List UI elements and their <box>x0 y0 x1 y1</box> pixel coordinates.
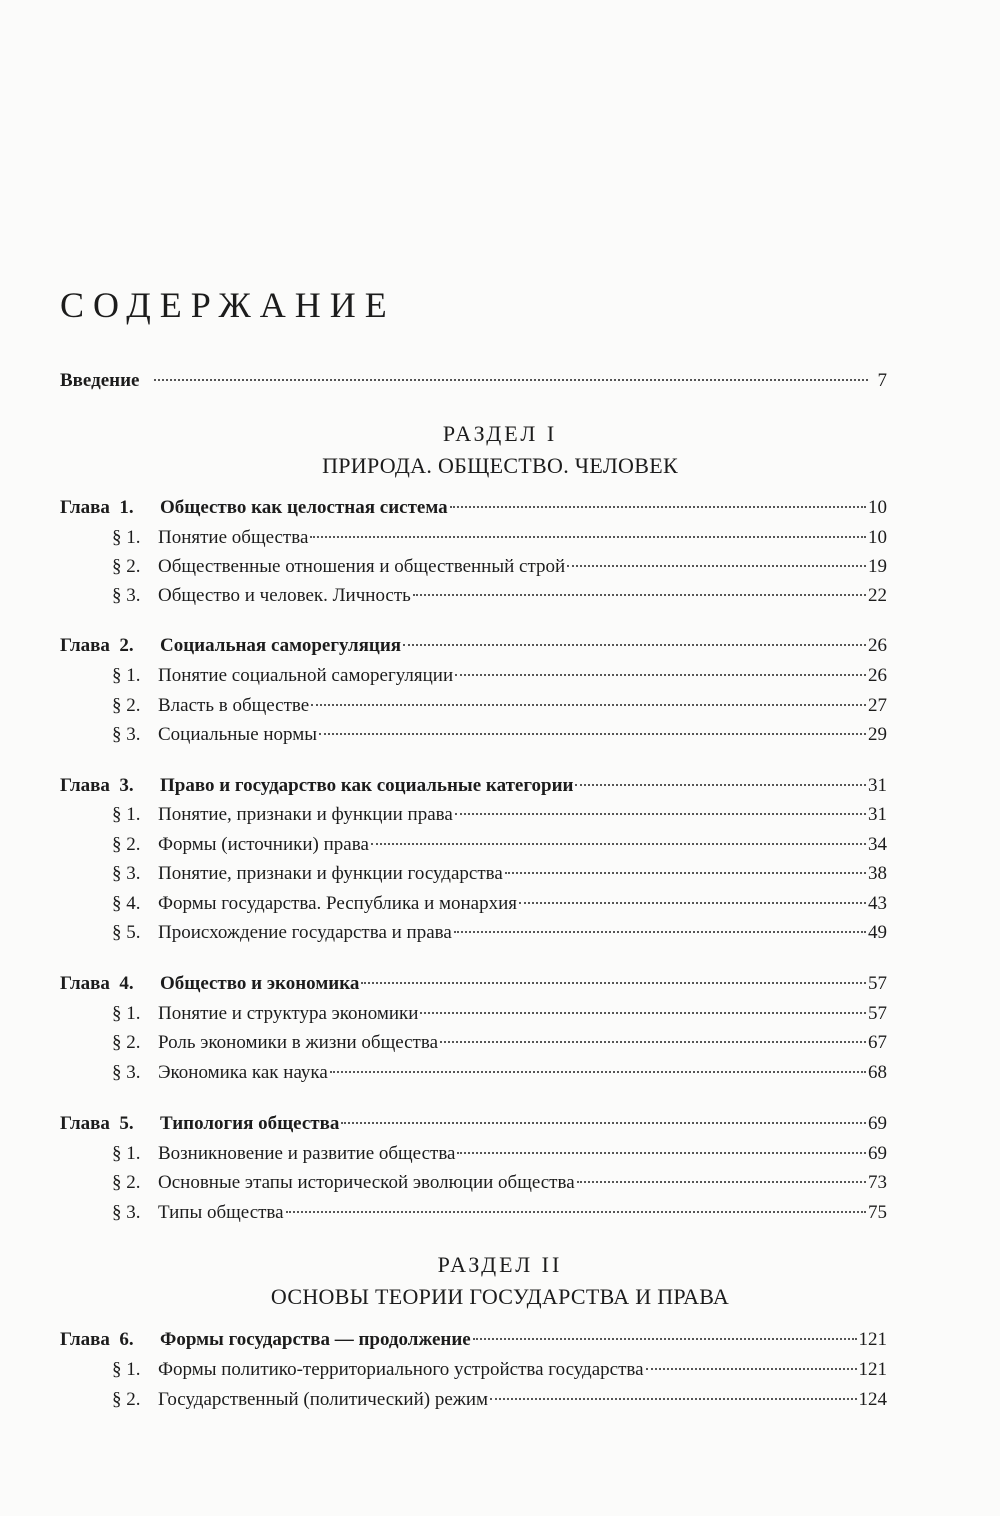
dot-leader <box>575 784 866 786</box>
dot-leader <box>319 733 866 735</box>
toc-paragraph <box>60 661 887 691</box>
dot-leader <box>154 379 868 381</box>
paragraph-number: § 3. <box>112 724 141 745</box>
section-heading <box>0 419 1000 483</box>
chapter-label: Глава <box>60 1113 110 1134</box>
toc-paragraph <box>60 889 887 919</box>
dot-leader <box>310 536 866 538</box>
dot-leader <box>519 902 866 904</box>
dot-leader <box>473 1338 857 1340</box>
paragraph-number: § 1. <box>112 804 141 825</box>
paragraph-page: 57 <box>868 1003 887 1024</box>
toc-paragraph <box>60 552 887 582</box>
dot-leader <box>403 644 866 646</box>
paragraph-title: Понятие, признаки и функции права <box>158 804 453 825</box>
section-name: ОСНОВЫ ТЕОРИИ ГОСУДАРСТВА И ПРАВА <box>270 1284 730 1309</box>
entry-title: Введение <box>60 370 140 391</box>
chapter-label: Глава <box>60 497 110 518</box>
toc-paragraph <box>60 1198 887 1228</box>
paragraph-title: Понятие общества <box>158 527 309 548</box>
dot-leader <box>450 506 866 508</box>
dot-leader <box>457 1152 866 1154</box>
paragraph-title: Формы политико-территориального устройства государства <box>158 1359 644 1380</box>
chapter-title: Право и государство как социальные категории <box>160 775 574 796</box>
toc-chapter <box>60 1109 887 1139</box>
toc-paragraph <box>60 581 887 611</box>
chapter-page: 121 <box>858 1329 887 1350</box>
chapter-page: 26 <box>868 635 887 656</box>
toc-chapter <box>60 1325 887 1355</box>
chapter-number: 5. <box>119 1113 134 1134</box>
entry-page: 7 <box>877 370 887 391</box>
chapter-number: 4. <box>119 973 134 994</box>
toc-paragraph <box>60 1168 887 1198</box>
paragraph-page: 49 <box>868 922 887 943</box>
chapter-label: Глава <box>60 635 110 656</box>
chapter-title: Формы государства — продолжение <box>160 1329 471 1350</box>
paragraph-number: § 3. <box>112 863 141 884</box>
paragraph-page: 43 <box>868 893 887 914</box>
dot-leader <box>286 1211 866 1213</box>
paragraph-number: § 3. <box>112 1202 141 1223</box>
paragraph-title: Типы общества <box>158 1202 284 1223</box>
paragraph-page: 31 <box>868 804 887 825</box>
paragraph-title: Понятие, признаки и функции государства <box>158 863 503 884</box>
toc-paragraph <box>60 859 887 889</box>
dot-leader <box>454 931 866 933</box>
paragraph-page: 27 <box>868 695 887 716</box>
paragraph-title: Общество и человек. Личность <box>158 585 411 606</box>
chapter-page: 57 <box>868 973 887 994</box>
toc-paragraph <box>60 1355 887 1385</box>
toc-paragraph <box>60 691 887 721</box>
toc-paragraph <box>60 800 887 830</box>
paragraph-title: Государственный (политический) режим <box>158 1389 489 1410</box>
paragraph-number: § 3. <box>112 1062 141 1083</box>
paragraph-title: Формы (источники) права <box>158 834 369 855</box>
dot-leader <box>440 1041 866 1043</box>
chapter-page: 10 <box>868 497 887 518</box>
toc-paragraph <box>60 720 887 750</box>
paragraph-number: § 5. <box>112 922 141 943</box>
paragraph-page: 73 <box>868 1172 887 1193</box>
chapter-number: 3. <box>119 775 134 796</box>
chapter-number: 1. <box>119 497 134 518</box>
paragraph-number: § 3. <box>112 585 141 606</box>
paragraph-number: § 2. <box>112 834 141 855</box>
paragraph-number: § 2. <box>112 1172 141 1193</box>
chapter-title: Типология общества <box>160 1113 340 1134</box>
toc-chapter <box>60 631 887 661</box>
chapter-label: Глава <box>60 775 110 796</box>
paragraph-number: § 1. <box>112 1143 141 1164</box>
paragraph-page: 26 <box>868 665 887 686</box>
chapter-page: 69 <box>868 1113 887 1134</box>
section-heading <box>0 1250 1000 1314</box>
paragraph-number: § 1. <box>112 665 141 686</box>
paragraph-title: Понятие и структура экономики <box>158 1003 419 1024</box>
dot-leader <box>413 594 866 596</box>
dot-leader <box>490 1398 856 1400</box>
paragraph-title: Социальные нормы <box>158 724 318 745</box>
toc-chapter <box>60 493 887 523</box>
section-number: РАЗДЕЛ I <box>442 421 558 446</box>
paragraph-page: 67 <box>868 1032 887 1053</box>
paragraph-title: Понятие социальной саморегуляции <box>158 665 454 686</box>
paragraph-page: 22 <box>868 585 887 606</box>
dot-leader <box>455 813 866 815</box>
toc-paragraph <box>60 1385 887 1415</box>
paragraph-title: Власть в обществе <box>158 695 310 716</box>
dot-leader <box>371 843 866 845</box>
paragraph-title: Экономика как наука <box>158 1062 328 1083</box>
paragraph-number: § 2. <box>112 1032 141 1053</box>
paragraph-title: Основные этапы исторической эволюции общества <box>158 1172 575 1193</box>
dot-leader <box>505 872 866 874</box>
toc-paragraph <box>60 918 887 948</box>
dot-leader <box>455 674 866 676</box>
section-name: ПРИРОДА. ОБЩЕСТВО. ЧЕЛОВЕК <box>322 453 678 478</box>
paragraph-page: 69 <box>868 1143 887 1164</box>
paragraph-page: 19 <box>868 556 887 577</box>
paragraph-number: § 1. <box>112 1003 141 1024</box>
chapter-title: Общество и экономика <box>160 973 360 994</box>
toc-entry-intro <box>60 366 887 396</box>
chapter-title: Общество как целостная система <box>160 497 448 518</box>
chapter-page: 31 <box>868 775 887 796</box>
chapter-label: Глава <box>60 1329 110 1350</box>
toc-paragraph <box>60 1139 887 1169</box>
dot-leader <box>330 1071 866 1073</box>
paragraph-title: Роль экономики в жизни общества <box>158 1032 439 1053</box>
chapter-label: Глава <box>60 973 110 994</box>
paragraph-page: 38 <box>868 863 887 884</box>
toc-chapter <box>60 969 887 999</box>
paragraph-page: 34 <box>868 834 887 855</box>
paragraph-number: § 4. <box>112 893 141 914</box>
paragraph-number: § 2. <box>112 556 141 577</box>
paragraph-title: Формы государства. Республика и монархия <box>158 893 518 914</box>
paragraph-page: 121 <box>858 1359 887 1380</box>
paragraph-page: 124 <box>858 1389 887 1410</box>
chapter-number: 2. <box>119 635 134 656</box>
dot-leader <box>311 704 866 706</box>
toc-paragraph <box>60 1058 887 1088</box>
dot-leader <box>567 565 866 567</box>
paragraph-number: § 2. <box>112 695 141 716</box>
paragraph-title: Общественные отношения и общественный строй <box>158 556 566 577</box>
paragraph-title: Возникновение и развитие общества <box>158 1143 456 1164</box>
toc-paragraph <box>60 999 887 1029</box>
paragraph-number: § 2. <box>112 1389 141 1410</box>
toc-paragraph <box>60 830 887 860</box>
paragraph-page: 10 <box>868 527 887 548</box>
dot-leader <box>361 982 866 984</box>
dot-leader <box>646 1368 857 1370</box>
dot-leader <box>420 1012 866 1014</box>
toc-paragraph <box>60 523 887 553</box>
toc-chapter <box>60 771 887 801</box>
paragraph-page: 68 <box>868 1062 887 1083</box>
paragraph-number: § 1. <box>112 1359 141 1380</box>
dot-leader <box>577 1181 866 1183</box>
page-title: СОДЕРЖАНИЕ <box>60 285 396 325</box>
toc-paragraph <box>60 1028 887 1058</box>
chapter-title: Социальная саморегуляция <box>160 635 402 656</box>
paragraph-number: § 1. <box>112 527 141 548</box>
chapter-number: 6. <box>119 1329 134 1350</box>
paragraph-page: 75 <box>868 1202 887 1223</box>
dot-leader <box>341 1122 866 1124</box>
paragraph-title: Происхождение государства и права <box>158 922 452 943</box>
paragraph-page: 29 <box>868 724 887 745</box>
section-number: РАЗДЕЛ II <box>437 1252 563 1277</box>
